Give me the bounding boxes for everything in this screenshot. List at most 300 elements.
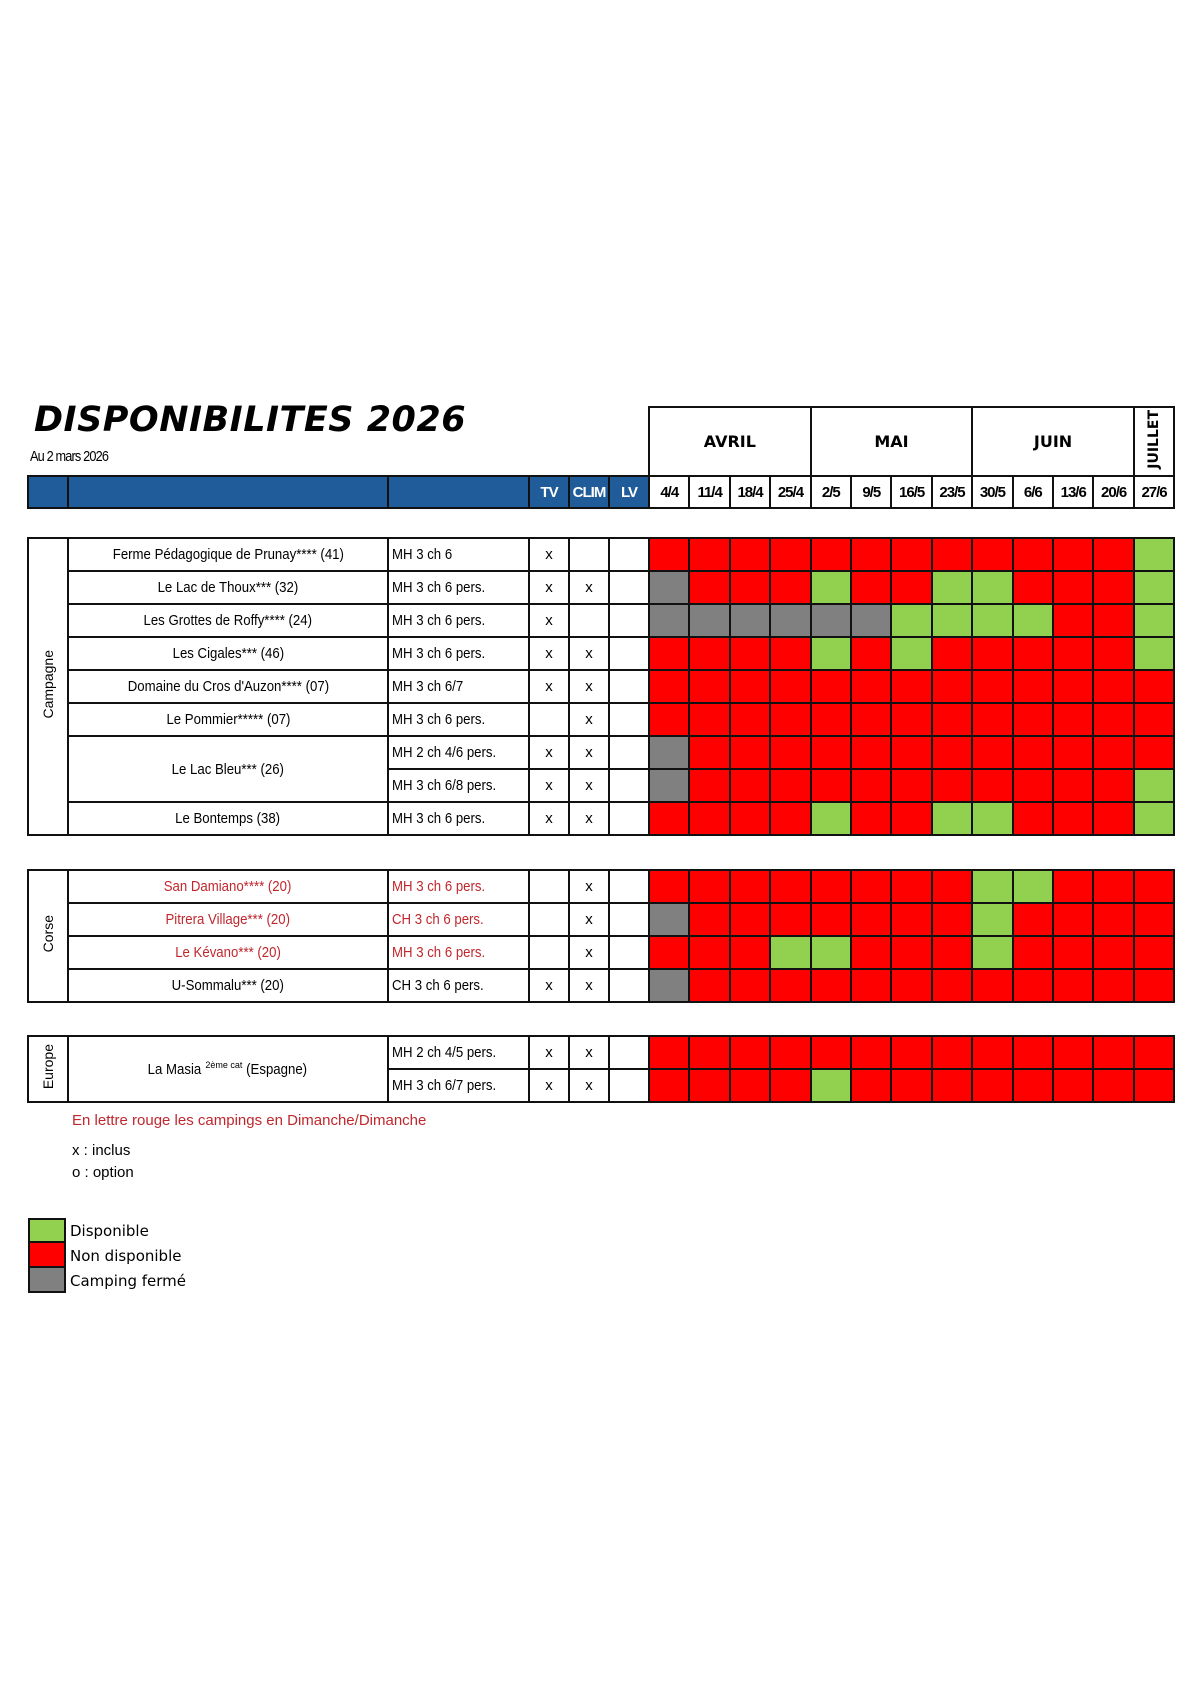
week-cell-non-disponible[interactable] xyxy=(770,637,810,670)
lv-cell xyxy=(609,538,649,571)
week-cell-disponible[interactable] xyxy=(1013,604,1053,637)
lv-cell xyxy=(609,969,649,1002)
week-cell-non-disponible[interactable] xyxy=(851,637,891,670)
clim-cell: x xyxy=(569,1036,609,1069)
week-cell-non-disponible[interactable] xyxy=(1053,538,1093,571)
week-header: 4/4 xyxy=(649,476,689,508)
week-cell-non-disponible[interactable] xyxy=(770,736,810,769)
week-cell-non-disponible[interactable] xyxy=(730,670,770,703)
week-cell-non-disponible[interactable] xyxy=(730,571,770,604)
week-cell-non-disponible[interactable] xyxy=(851,571,891,604)
week-cell-non-disponible[interactable] xyxy=(1134,969,1174,1002)
week-header: 9/5 xyxy=(851,476,891,508)
week-cell-camping-ferme[interactable] xyxy=(811,604,851,637)
week-cell-non-disponible[interactable] xyxy=(1053,703,1093,736)
week-cell-non-disponible[interactable] xyxy=(891,1036,931,1069)
header-blank xyxy=(28,407,649,476)
week-cell-non-disponible[interactable] xyxy=(1053,802,1093,835)
region-label: Corse xyxy=(28,870,68,1002)
week-cell-non-disponible[interactable] xyxy=(1093,538,1133,571)
week-cell-disponible[interactable] xyxy=(1013,870,1053,903)
week-cell-camping-ferme[interactable] xyxy=(649,604,689,637)
clim-cell: x xyxy=(569,969,609,1002)
week-cell-non-disponible[interactable] xyxy=(891,769,931,802)
week-cell-non-disponible[interactable] xyxy=(932,703,972,736)
unit-type: MH 2 ch 4/6 pers. xyxy=(388,736,529,769)
clim-cell: x xyxy=(569,802,609,835)
week-cell-disponible[interactable] xyxy=(1134,802,1174,835)
week-cell-non-disponible[interactable] xyxy=(1093,969,1133,1002)
week-cell-non-disponible[interactable] xyxy=(851,670,891,703)
week-cell-non-disponible[interactable] xyxy=(1053,670,1093,703)
week-cell-non-disponible[interactable] xyxy=(851,1069,891,1102)
week-cell-non-disponible[interactable] xyxy=(1053,870,1093,903)
week-cell-non-disponible[interactable] xyxy=(932,1036,972,1069)
camping-name: La Masia $^{2ème cat}$(Espagne) xyxy=(68,1036,388,1102)
region-label: Europe xyxy=(28,1036,68,1102)
week-cell-non-disponible[interactable] xyxy=(1053,604,1093,637)
tv-cell xyxy=(529,936,569,969)
week-cell-disponible[interactable] xyxy=(811,637,851,670)
week-cell-non-disponible[interactable] xyxy=(891,670,931,703)
week-cell-non-disponible[interactable] xyxy=(851,703,891,736)
week-cell-non-disponible[interactable] xyxy=(891,571,931,604)
week-cell-non-disponible[interactable] xyxy=(811,1036,851,1069)
page-title: DISPONIBILITES 2026 xyxy=(34,400,467,440)
week-cell-non-disponible[interactable] xyxy=(689,903,729,936)
week-cell-disponible[interactable] xyxy=(932,604,972,637)
week-cell-non-disponible[interactable] xyxy=(1134,736,1174,769)
week-cell-non-disponible[interactable] xyxy=(932,538,972,571)
week-cell-non-disponible[interactable] xyxy=(891,1069,931,1102)
clim-cell: x xyxy=(569,1069,609,1102)
week-cell-non-disponible[interactable] xyxy=(730,703,770,736)
week-cell-non-disponible[interactable] xyxy=(1134,703,1174,736)
week-cell-camping-ferme[interactable] xyxy=(649,736,689,769)
clim-cell: x xyxy=(569,571,609,604)
lv-cell xyxy=(609,604,649,637)
week-cell-disponible[interactable] xyxy=(972,604,1012,637)
week-cell-non-disponible[interactable] xyxy=(730,637,770,670)
week-cell-non-disponible[interactable] xyxy=(689,736,729,769)
week-cell-non-disponible[interactable] xyxy=(689,703,729,736)
week-cell-non-disponible[interactable] xyxy=(891,936,931,969)
week-cell-non-disponible[interactable] xyxy=(1013,703,1053,736)
tv-cell: x xyxy=(529,571,569,604)
week-cell-disponible[interactable] xyxy=(932,571,972,604)
week-cell-non-disponible[interactable] xyxy=(1093,802,1133,835)
table-row xyxy=(28,936,1174,969)
week-cell-non-disponible[interactable] xyxy=(770,571,810,604)
week-cell-non-disponible[interactable] xyxy=(811,769,851,802)
week-cell-non-disponible[interactable] xyxy=(1093,703,1133,736)
week-cell-non-disponible[interactable] xyxy=(730,936,770,969)
week-cell-non-disponible[interactable] xyxy=(1053,637,1093,670)
table-row xyxy=(28,538,1174,571)
week-cell-non-disponible[interactable] xyxy=(972,969,1012,1002)
lv-col-header: LV xyxy=(609,476,649,508)
week-cell-non-disponible[interactable] xyxy=(1013,769,1053,802)
table-header xyxy=(27,406,1175,509)
tv-cell xyxy=(529,870,569,903)
tv-cell: x xyxy=(529,604,569,637)
week-cell-non-disponible[interactable] xyxy=(972,703,1012,736)
unit-type: MH 3 ch 6 pers. xyxy=(388,604,529,637)
week-cell-non-disponible[interactable] xyxy=(770,969,810,1002)
tv-cell: x xyxy=(529,736,569,769)
lv-cell xyxy=(609,1036,649,1069)
tv-cell: x xyxy=(529,1069,569,1102)
week-cell-non-disponible[interactable] xyxy=(1013,969,1053,1002)
camping-name: Les Grottes de Roffy**** (24) xyxy=(68,604,388,637)
week-cell-camping-ferme[interactable] xyxy=(649,903,689,936)
week-cell-non-disponible[interactable] xyxy=(1013,802,1053,835)
week-cell-non-disponible[interactable] xyxy=(649,1069,689,1102)
unit-type: MH 3 ch 6 xyxy=(388,538,529,571)
week-cell-non-disponible[interactable] xyxy=(851,802,891,835)
week-cell-non-disponible[interactable] xyxy=(891,736,931,769)
week-cell-non-disponible[interactable] xyxy=(1013,736,1053,769)
week-cell-non-disponible[interactable] xyxy=(770,670,810,703)
week-cell-non-disponible[interactable] xyxy=(1134,670,1174,703)
tv-cell: x xyxy=(529,1036,569,1069)
week-cell-non-disponible[interactable] xyxy=(851,769,891,802)
unit-type: MH 3 ch 6 pers. xyxy=(388,571,529,604)
clim-cell xyxy=(569,538,609,571)
week-cell-non-disponible[interactable] xyxy=(1093,571,1133,604)
week-cell-non-disponible[interactable] xyxy=(811,538,851,571)
week-cell-non-disponible[interactable] xyxy=(1093,604,1133,637)
week-cell-disponible[interactable] xyxy=(972,936,1012,969)
week-cell-non-disponible[interactable] xyxy=(649,703,689,736)
camping-name: Pitrera Village*** (20) xyxy=(68,903,388,936)
week-cell-non-disponible[interactable] xyxy=(811,903,851,936)
week-cell-camping-ferme[interactable] xyxy=(689,604,729,637)
camping-name: U-Sommalu*** (20) xyxy=(68,969,388,1002)
week-cell-non-disponible[interactable] xyxy=(649,538,689,571)
column-header-row xyxy=(28,476,1174,508)
week-cell-disponible[interactable] xyxy=(770,936,810,969)
week-cell-non-disponible[interactable] xyxy=(1134,903,1174,936)
unit-type: MH 3 ch 6 pers. xyxy=(388,870,529,903)
week-cell-non-disponible[interactable] xyxy=(689,969,729,1002)
week-cell-disponible[interactable] xyxy=(891,637,931,670)
week-cell-non-disponible[interactable] xyxy=(1134,936,1174,969)
week-cell-camping-ferme[interactable] xyxy=(649,769,689,802)
week-cell-non-disponible[interactable] xyxy=(1093,670,1133,703)
week-cell-non-disponible[interactable] xyxy=(1093,936,1133,969)
week-cell-non-disponible[interactable] xyxy=(730,736,770,769)
week-cell-camping-ferme[interactable] xyxy=(770,604,810,637)
week-cell-non-disponible[interactable] xyxy=(891,538,931,571)
week-cell-non-disponible[interactable] xyxy=(932,870,972,903)
table-row xyxy=(28,703,1174,736)
lv-cell xyxy=(609,670,649,703)
month-mai: MAI xyxy=(811,407,973,476)
week-cell-camping-ferme[interactable] xyxy=(649,571,689,604)
week-cell-disponible[interactable] xyxy=(1134,637,1174,670)
week-cell-non-disponible[interactable] xyxy=(1053,769,1093,802)
week-cell-disponible[interactable] xyxy=(811,802,851,835)
table-row xyxy=(28,870,1174,903)
week-cell-non-disponible[interactable] xyxy=(891,870,931,903)
lv-cell xyxy=(609,703,649,736)
legend xyxy=(28,1218,186,1293)
week-cell-non-disponible[interactable] xyxy=(972,769,1012,802)
week-cell-non-disponible[interactable] xyxy=(689,1036,729,1069)
week-cell-camping-ferme[interactable] xyxy=(851,604,891,637)
week-cell-non-disponible[interactable] xyxy=(1053,903,1093,936)
legend-item: Disponible xyxy=(28,1218,186,1243)
week-cell-disponible[interactable] xyxy=(1134,571,1174,604)
week-cell-non-disponible[interactable] xyxy=(811,870,851,903)
week-cell-non-disponible[interactable] xyxy=(689,637,729,670)
week-cell-non-disponible[interactable] xyxy=(730,802,770,835)
region-col-header xyxy=(28,476,68,508)
table-row xyxy=(28,637,1174,670)
tv-cell: x xyxy=(529,769,569,802)
week-cell-non-disponible[interactable] xyxy=(730,538,770,571)
lv-cell xyxy=(609,571,649,604)
week-cell-camping-ferme[interactable] xyxy=(730,604,770,637)
week-cell-non-disponible[interactable] xyxy=(1013,936,1053,969)
week-cell-non-disponible[interactable] xyxy=(770,703,810,736)
week-cell-non-disponible[interactable] xyxy=(1093,637,1133,670)
week-cell-non-disponible[interactable] xyxy=(1013,538,1053,571)
week-cell-non-disponible[interactable] xyxy=(1134,870,1174,903)
week-cell-non-disponible[interactable] xyxy=(811,703,851,736)
week-cell-non-disponible[interactable] xyxy=(730,769,770,802)
week-cell-non-disponible[interactable] xyxy=(972,670,1012,703)
clim-cell: x xyxy=(569,637,609,670)
unit-type: MH 3 ch 6 pers. xyxy=(388,637,529,670)
week-cell-non-disponible[interactable] xyxy=(1053,571,1093,604)
week-cell-non-disponible[interactable] xyxy=(972,1069,1012,1102)
week-cell-non-disponible[interactable] xyxy=(1013,903,1053,936)
section-campagne xyxy=(27,537,1175,836)
week-cell-non-disponible[interactable] xyxy=(770,538,810,571)
week-cell-disponible[interactable] xyxy=(1134,769,1174,802)
month-avril: AVRIL xyxy=(649,407,811,476)
unit-type: MH 3 ch 6 pers. xyxy=(388,936,529,969)
week-header: 27/6 xyxy=(1134,476,1174,508)
week-cell-disponible[interactable] xyxy=(891,604,931,637)
week-cell-non-disponible[interactable] xyxy=(1013,1036,1053,1069)
unit-type: MH 2 ch 4/5 pers. xyxy=(388,1036,529,1069)
week-cell-non-disponible[interactable] xyxy=(1013,571,1053,604)
week-cell-non-disponible[interactable] xyxy=(972,736,1012,769)
unit-type: MH 3 ch 6 pers. xyxy=(388,703,529,736)
week-cell-non-disponible[interactable] xyxy=(932,969,972,1002)
lv-cell xyxy=(609,870,649,903)
week-cell-non-disponible[interactable] xyxy=(649,1036,689,1069)
week-cell-non-disponible[interactable] xyxy=(851,538,891,571)
week-cell-non-disponible[interactable] xyxy=(932,936,972,969)
table-row xyxy=(28,903,1174,936)
week-cell-non-disponible[interactable] xyxy=(1053,1036,1093,1069)
week-cell-non-disponible[interactable] xyxy=(1134,1036,1174,1069)
week-cell-non-disponible[interactable] xyxy=(689,670,729,703)
week-cell-non-disponible[interactable] xyxy=(1053,736,1093,769)
clim-cell: x xyxy=(569,736,609,769)
week-header: 13/6 xyxy=(1053,476,1093,508)
unit-type: CH 3 ch 6 pers. xyxy=(388,903,529,936)
tv-cell xyxy=(529,903,569,936)
clim-cell: x xyxy=(569,936,609,969)
week-cell-non-disponible[interactable] xyxy=(811,670,851,703)
month-juin: JUIN xyxy=(972,407,1134,476)
table-row xyxy=(28,571,1174,604)
week-cell-non-disponible[interactable] xyxy=(1093,1036,1133,1069)
week-cell-non-disponible[interactable] xyxy=(972,538,1012,571)
week-cell-non-disponible[interactable] xyxy=(1134,1069,1174,1102)
section-corse xyxy=(27,869,1175,1003)
x-inclus-note: x : inclus xyxy=(72,1142,131,1159)
week-cell-non-disponible[interactable] xyxy=(932,637,972,670)
week-cell-disponible[interactable] xyxy=(972,571,1012,604)
week-cell-disponible[interactable] xyxy=(1134,604,1174,637)
week-cell-disponible[interactable] xyxy=(972,802,1012,835)
week-header: 11/4 xyxy=(689,476,729,508)
week-cell-disponible[interactable] xyxy=(811,936,851,969)
week-cell-non-disponible[interactable] xyxy=(770,903,810,936)
type-col-header xyxy=(388,476,529,508)
unit-type: MH 3 ch 6/7 xyxy=(388,670,529,703)
camping-name: Le Kévano*** (20) xyxy=(68,936,388,969)
region-label: Campagne xyxy=(28,538,68,835)
week-cell-non-disponible[interactable] xyxy=(689,769,729,802)
week-cell-non-disponible[interactable] xyxy=(851,936,891,969)
week-cell-non-disponible[interactable] xyxy=(932,1069,972,1102)
week-cell-non-disponible[interactable] xyxy=(851,903,891,936)
week-header: 2/5 xyxy=(811,476,851,508)
clim-cell: x xyxy=(569,903,609,936)
lv-cell xyxy=(609,802,649,835)
week-cell-non-disponible[interactable] xyxy=(689,936,729,969)
week-cell-non-disponible[interactable] xyxy=(649,870,689,903)
camping-name: Le Bontemps (38) xyxy=(68,802,388,835)
week-cell-non-disponible[interactable] xyxy=(811,969,851,1002)
lv-cell xyxy=(609,736,649,769)
clim-cell xyxy=(569,604,609,637)
week-cell-non-disponible[interactable] xyxy=(891,802,931,835)
week-cell-non-disponible[interactable] xyxy=(689,1069,729,1102)
month-juillet: JUILLET xyxy=(1134,407,1174,476)
week-cell-non-disponible[interactable] xyxy=(851,870,891,903)
week-cell-non-disponible[interactable] xyxy=(851,736,891,769)
camping-name: Domaine du Cros d'Auzon**** (07) xyxy=(68,670,388,703)
week-cell-non-disponible[interactable] xyxy=(932,736,972,769)
week-cell-non-disponible[interactable] xyxy=(770,802,810,835)
week-header: 25/4 xyxy=(770,476,810,508)
week-cell-non-disponible[interactable] xyxy=(1053,969,1093,1002)
week-cell-non-disponible[interactable] xyxy=(689,538,729,571)
red-text-note: En lettre rouge les campings en Dimanche/Dimanche xyxy=(72,1112,427,1129)
week-cell-disponible[interactable] xyxy=(972,870,1012,903)
legend-swatch-disponible xyxy=(28,1218,66,1243)
table-row xyxy=(28,604,1174,637)
clim-cell: x xyxy=(569,670,609,703)
table-row xyxy=(28,802,1174,835)
week-cell-non-disponible[interactable] xyxy=(851,969,891,1002)
camping-name: Le Lac de Thoux*** (32) xyxy=(68,571,388,604)
week-cell-non-disponible[interactable] xyxy=(689,802,729,835)
table-row xyxy=(28,969,1174,1002)
week-cell-disponible[interactable] xyxy=(932,802,972,835)
week-cell-non-disponible[interactable] xyxy=(932,670,972,703)
lv-cell xyxy=(609,1069,649,1102)
clim-cell: x xyxy=(569,769,609,802)
unit-type: MH 3 ch 6 pers. xyxy=(388,802,529,835)
week-cell-non-disponible[interactable] xyxy=(972,637,1012,670)
o-option-note: o : option xyxy=(72,1164,134,1181)
week-cell-disponible[interactable] xyxy=(1134,538,1174,571)
week-cell-non-disponible[interactable] xyxy=(891,703,931,736)
week-cell-non-disponible[interactable] xyxy=(770,1069,810,1102)
week-cell-non-disponible[interactable] xyxy=(851,1036,891,1069)
week-cell-non-disponible[interactable] xyxy=(689,870,729,903)
section-europe xyxy=(27,1035,1175,1103)
week-header: 23/5 xyxy=(932,476,972,508)
week-cell-disponible[interactable] xyxy=(811,571,851,604)
week-cell-camping-ferme[interactable] xyxy=(649,969,689,1002)
week-cell-non-disponible[interactable] xyxy=(689,571,729,604)
week-cell-disponible[interactable] xyxy=(811,1069,851,1102)
week-cell-non-disponible[interactable] xyxy=(730,969,770,1002)
week-cell-non-disponible[interactable] xyxy=(1093,903,1133,936)
lv-cell xyxy=(609,936,649,969)
week-cell-non-disponible[interactable] xyxy=(972,1036,1012,1069)
week-cell-non-disponible[interactable] xyxy=(730,870,770,903)
week-cell-non-disponible[interactable] xyxy=(1093,769,1133,802)
date-subtitle: Au 2 mars 2026 xyxy=(30,448,109,465)
camping-name: Le Lac Bleu*** (26) xyxy=(68,736,388,802)
week-cell-non-disponible[interactable] xyxy=(770,1036,810,1069)
camping-name: San Damiano**** (20) xyxy=(68,870,388,903)
week-cell-non-disponible[interactable] xyxy=(891,969,931,1002)
tv-cell: x xyxy=(529,802,569,835)
week-cell-non-disponible[interactable] xyxy=(1013,670,1053,703)
week-cell-non-disponible[interactable] xyxy=(1093,736,1133,769)
week-cell-non-disponible[interactable] xyxy=(770,870,810,903)
table-row xyxy=(28,670,1174,703)
week-cell-non-disponible[interactable] xyxy=(730,1069,770,1102)
week-cell-non-disponible[interactable] xyxy=(649,670,689,703)
week-cell-non-disponible[interactable] xyxy=(649,936,689,969)
camping-name: Les Cigales*** (46) xyxy=(68,637,388,670)
week-cell-non-disponible[interactable] xyxy=(811,736,851,769)
week-cell-non-disponible[interactable] xyxy=(649,802,689,835)
week-cell-non-disponible[interactable] xyxy=(730,1036,770,1069)
week-cell-non-disponible[interactable] xyxy=(1013,1069,1053,1102)
week-cell-non-disponible[interactable] xyxy=(1053,936,1093,969)
week-cell-disponible[interactable] xyxy=(972,903,1012,936)
week-cell-non-disponible[interactable] xyxy=(932,903,972,936)
camping-name: Ferme Pédagogique de Prunay**** (41) xyxy=(68,538,388,571)
week-cell-non-disponible[interactable] xyxy=(1013,637,1053,670)
week-cell-non-disponible[interactable] xyxy=(1093,870,1133,903)
week-cell-non-disponible[interactable] xyxy=(770,769,810,802)
week-cell-non-disponible[interactable] xyxy=(932,769,972,802)
lv-cell xyxy=(609,769,649,802)
week-header: 6/6 xyxy=(1013,476,1053,508)
week-cell-non-disponible[interactable] xyxy=(1093,1069,1133,1102)
week-cell-non-disponible[interactable] xyxy=(730,903,770,936)
week-cell-non-disponible[interactable] xyxy=(1053,1069,1093,1102)
week-cell-non-disponible[interactable] xyxy=(891,903,931,936)
week-cell-non-disponible[interactable] xyxy=(649,637,689,670)
name-col-header xyxy=(68,476,388,508)
